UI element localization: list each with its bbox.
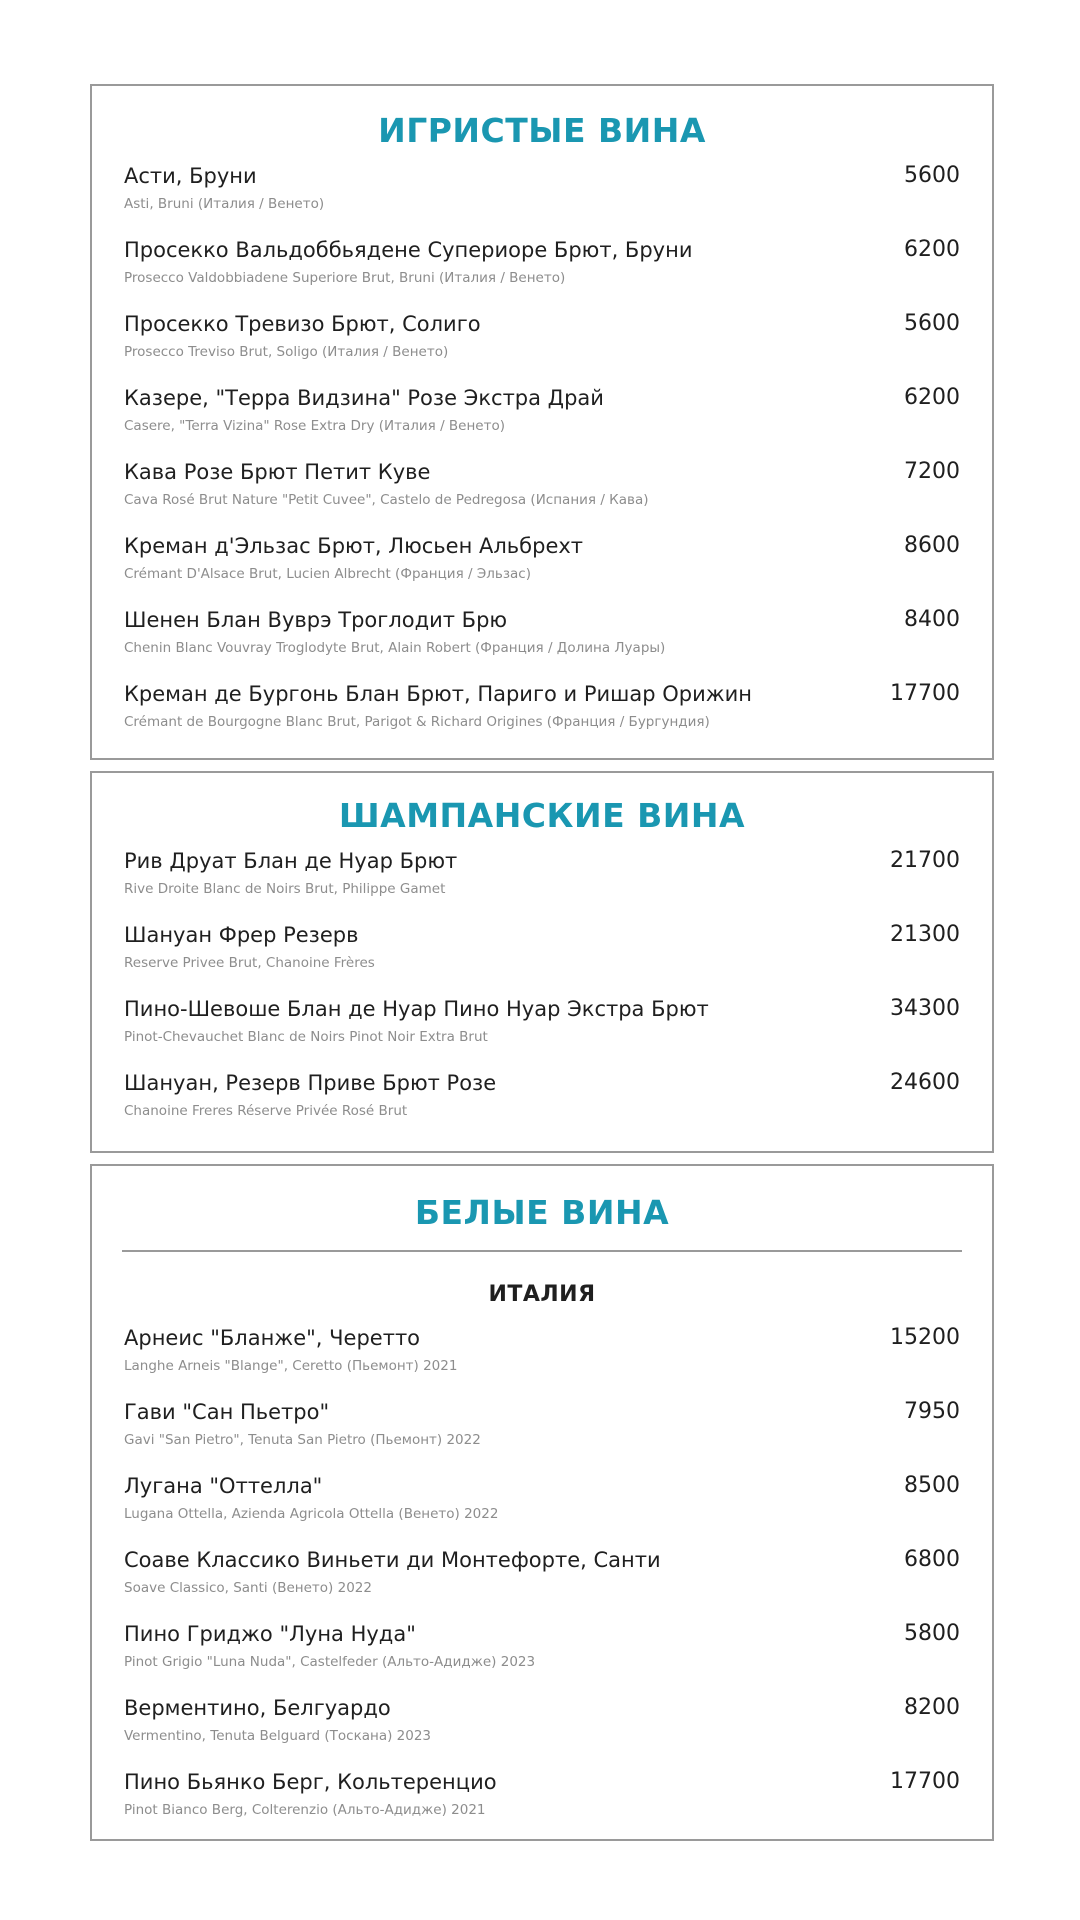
section-sparkling-wines xyxy=(90,84,994,760)
wine-description: Prosecco Valdobbiadene Superiore Brut, Bruni (Италия / Венето) xyxy=(124,270,566,286)
wine-price: 17700 xyxy=(890,1769,960,1794)
wine-name: Гави "Сан Пьетро" xyxy=(124,1400,330,1424)
list-item xyxy=(124,847,960,921)
section-title: ШАМПАНСКИЕ ВИНА xyxy=(338,796,746,835)
wine-name: Верментино, Белгуардо xyxy=(124,1696,391,1720)
wine-price: 21300 xyxy=(890,922,960,947)
section-champagne-wines xyxy=(90,771,994,1153)
list-item xyxy=(124,458,960,532)
list-item xyxy=(124,1620,960,1694)
list-item xyxy=(124,1694,960,1768)
wine-name: Просекко Тревизо Брют, Солиго xyxy=(124,312,481,336)
list-item xyxy=(124,162,960,236)
list-item xyxy=(124,236,960,310)
wine-list xyxy=(124,162,960,754)
wine-name: Лугана "Оттелла" xyxy=(124,1474,323,1498)
wine-description: Chanoine Freres Réserve Privée Rosé Brut xyxy=(124,1103,408,1119)
wine-description: Gavi "San Pietro", Tenuta San Pietro (Пьемонт) 2022 xyxy=(124,1432,481,1448)
wine-description: Pinot Bianco Berg, Colterenzio (Альто-Адидже) 2021 xyxy=(124,1802,486,1818)
list-item xyxy=(124,606,960,680)
wine-name: Шенен Блан Вуврэ Троглодит Брю xyxy=(124,608,508,632)
wine-price: 24600 xyxy=(890,1070,960,1095)
list-item xyxy=(124,1472,960,1546)
list-item xyxy=(124,1324,960,1398)
wine-name: Асти, Бруни xyxy=(124,164,257,188)
wine-price: 5600 xyxy=(904,311,960,336)
list-item xyxy=(124,1546,960,1620)
wine-price: 8400 xyxy=(904,607,960,632)
list-item xyxy=(124,384,960,458)
wine-name: Пино Бьянко Берг, Кольтеренцио xyxy=(124,1770,497,1794)
wine-name: Просекко Вальдоббьядене Супериоре Брют, Бруни xyxy=(124,238,693,262)
wine-price: 34300 xyxy=(890,996,960,1021)
wine-description: Crémant de Bourgogne Blanc Brut, Parigot & Richard Origines (Франция / Бургундия) xyxy=(124,714,710,730)
wine-name: Пино Гриджо "Луна Нуда" xyxy=(124,1622,416,1646)
section-divider xyxy=(122,1250,962,1252)
wine-name: Соаве Классико Виньети ди Монтефорте, Санти xyxy=(124,1548,661,1572)
wine-name: Арнеис "Бланже", Черетто xyxy=(124,1326,421,1350)
wine-price: 5600 xyxy=(904,163,960,188)
wine-price: 6200 xyxy=(904,237,960,262)
wine-price: 17700 xyxy=(890,681,960,706)
wine-price: 8500 xyxy=(904,1473,960,1498)
wine-description: Reserve Privee Brut, Chanoine Frères xyxy=(124,955,375,971)
wine-price: 7200 xyxy=(904,459,960,484)
wine-price: 7950 xyxy=(904,1399,960,1424)
wine-name: Креман д'Эльзас Брют, Люсьен Альбрехт xyxy=(124,534,584,558)
wine-description: Lugana Ottella, Azienda Agricola Ottella (Венето) 2022 xyxy=(124,1506,499,1522)
wine-description: Chenin Blanc Vouvray Troglodyte Brut, Alain Robert (Франция / Долина Луары) xyxy=(124,640,666,656)
section-white-wines xyxy=(90,1164,994,1841)
wine-description: Pinot-Chevauchet Blanc de Noirs Pinot Noir Extra Brut xyxy=(124,1029,488,1045)
list-item xyxy=(124,310,960,384)
wine-list xyxy=(124,1324,960,1842)
wine-price: 8200 xyxy=(904,1695,960,1720)
region-title: ИТАЛИЯ xyxy=(488,1282,596,1307)
wine-description: Casere, "Terra Vizina" Rose Extra Dry (Италия / Венето) xyxy=(124,418,505,434)
list-item xyxy=(124,1398,960,1472)
wine-price: 21700 xyxy=(890,848,960,873)
list-item xyxy=(124,921,960,995)
wine-name: Шануан Фрер Резерв xyxy=(124,923,359,947)
list-item xyxy=(124,680,960,754)
wine-description: Crémant D'Alsace Brut, Lucien Albrecht (Франция / Эльзас) xyxy=(124,566,531,582)
wine-price: 8600 xyxy=(904,533,960,558)
wine-price: 5800 xyxy=(904,1621,960,1646)
wine-description: Rive Droite Blanc de Noirs Brut, Philippe Gamet xyxy=(124,881,446,897)
wine-description: Vermentino, Tenuta Belguard (Тоскана) 2023 xyxy=(124,1728,432,1744)
wine-description: Langhe Arneis "Blange", Ceretto (Пьемонт) 2021 xyxy=(124,1358,458,1374)
wine-price: 6200 xyxy=(904,385,960,410)
wine-description: Asti, Bruni (Италия / Венето) xyxy=(124,196,325,212)
list-item xyxy=(124,532,960,606)
wine-name: Рив Друат Блан де Нуар Брют xyxy=(124,849,458,873)
wine-price: 15200 xyxy=(890,1325,960,1350)
list-item xyxy=(124,1069,960,1143)
section-title: БЕЛЫЕ ВИНА xyxy=(414,1193,670,1232)
wine-name: Пино-Шевоше Блан де Нуар Пино Нуар Экстра Брют xyxy=(124,997,709,1021)
wine-name: Креман де Бургонь Блан Брют, Париго и Ришар Орижин xyxy=(124,682,753,706)
wine-list xyxy=(124,847,960,1143)
wine-description: Cava Rosé Brut Nature "Petit Cuvee", Castelo de Pedregosa (Испания / Кава) xyxy=(124,492,649,508)
section-title: ИГРИСТЫЕ ВИНА xyxy=(378,111,706,150)
wine-description: Prosecco Treviso Brut, Soligo (Италия / Венето) xyxy=(124,344,449,360)
list-item xyxy=(124,1768,960,1842)
wine-name: Казере, "Терра Видзина" Розе Экстра Драй xyxy=(124,386,604,410)
list-item xyxy=(124,995,960,1069)
wine-name: Шануан, Резерв Приве Брют Розе xyxy=(124,1071,497,1095)
wine-description: Soave Classico, Santi (Венето) 2022 xyxy=(124,1580,372,1596)
wine-description: Pinot Grigio "Luna Nuda", Castelfeder (Альто-Адидже) 2023 xyxy=(124,1654,536,1670)
wine-name: Кава Розе Брют Петит Куве xyxy=(124,460,431,484)
wine-price: 6800 xyxy=(904,1547,960,1572)
